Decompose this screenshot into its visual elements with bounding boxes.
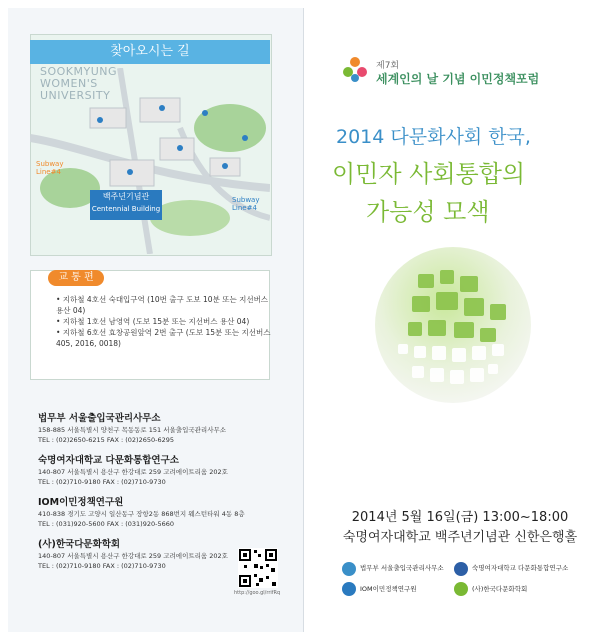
title-line-3: 가능성 모색 [366, 198, 490, 226]
contact-name: 법무부 서울출입국관리사무소 [38, 413, 161, 424]
centennial-building-label [90, 190, 162, 220]
title-line-2: 이민자 사회통합의 [332, 160, 526, 188]
organizer-4: (사)한국다문화학회 [472, 585, 528, 593]
centennial-kr: 백주년기념관 [102, 192, 150, 201]
transport-item: • 지하철 4호선 숙대입구역 (10번 출구 도보 10분 또는 지선버스 [56, 295, 269, 304]
transport-item: 405, 2016, 0018) [56, 339, 121, 348]
event-logo-icon [340, 54, 370, 84]
subway-text: Line#4 [232, 204, 257, 212]
contact-address: 140-807 서울특별시 용산구 한강대로 259 고려에이트리움 202호 [38, 552, 228, 560]
title-line-1: 2014 다문화사회 한국, [336, 126, 531, 148]
transport-item: • 지하철 1호선 남영역 (도보 15분 또는 지선버스 용산 04) [56, 317, 250, 326]
contact-name: (사)한국다문화학회 [38, 539, 121, 550]
contact-name: 숙명여자대학교 다문화통합연구소 [38, 455, 179, 466]
contact-address: 410-838 경기도 고양시 일산동구 장항2동 868번지 웨스턴타워 4동 8층 [38, 510, 245, 518]
campus-map-illustration [30, 65, 270, 254]
contact-phone: TEL : (031)920-5600 FAX : (031)920-5660 [38, 520, 174, 528]
campus-name-line: UNIVERSITY [40, 89, 111, 102]
contact-phone: TEL : (02)2650-6215 FAX : (02)2650-6295 [38, 436, 174, 444]
ministry-logo-icon [342, 562, 356, 576]
iom-logo-icon [342, 582, 356, 596]
subway-text: Subway [232, 196, 260, 204]
organizer-1: 법무부 서울출입국관리사무소 [360, 564, 444, 572]
campus-name-line: SOOKMYUNG [40, 65, 118, 78]
organizer-2: 숙명여자대학교 다문화통합연구소 [472, 564, 569, 572]
logo-edition: 제7회 [376, 61, 400, 71]
transport-tag: 교 통 편 [48, 270, 104, 286]
qr-code-icon[interactable] [238, 548, 278, 588]
transport-item: 용산 04) [56, 306, 86, 315]
transport-item: • 지하철 6호선 효창공원앞역 2번 출구 (도보 15분 또는 지선버스 [56, 328, 271, 337]
society-logo-icon [454, 582, 468, 596]
contact-entry [38, 412, 298, 445]
event-venue: 숙명여자대학교 백주년기념관 신한은행홀 [342, 530, 578, 545]
contact-phone: TEL : (02)710-9180 FAX : (02)710-9730 [38, 478, 166, 486]
contact-phone: TEL : (02)710-9180 FAX : (02)710-9730 [38, 562, 166, 570]
contact-address: 158-885 서울특별시 양천구 목동동로 151 서울출입국관리사무소 [38, 426, 227, 434]
event-date: 2014년 5월 16일(금) 13:00~18:00 [351, 510, 569, 525]
qr-url[interactable]: http://goo.gl/rrifRq [234, 590, 281, 596]
globe-icon [368, 240, 538, 410]
find-way-banner: 찾아오시는 길 [30, 40, 270, 64]
campus-name-line: WOMEN'S [40, 77, 98, 90]
logo-title: 세계인의 날 기념 이민정책포럼 [376, 72, 540, 86]
subway-text: Subway [36, 160, 64, 168]
contact-entry [38, 454, 298, 487]
transport-list [56, 294, 272, 349]
organizer-3: IOM이민정책연구원 [360, 585, 417, 593]
right-panel [304, 8, 602, 632]
centennial-en: Centennial Building [91, 205, 161, 213]
subway-line4-label-right [232, 196, 259, 212]
contact-address: 140-807 서울특별시 용산구 한강대로 259 고려에이트리움 202호 [38, 468, 228, 476]
subway-text: Line#4 [36, 168, 61, 176]
subway-line4-label-left [36, 160, 63, 176]
sookmyung-logo-icon [454, 562, 468, 576]
contact-entry [38, 496, 298, 529]
contact-name: IOM이민정책연구원 [38, 497, 124, 508]
